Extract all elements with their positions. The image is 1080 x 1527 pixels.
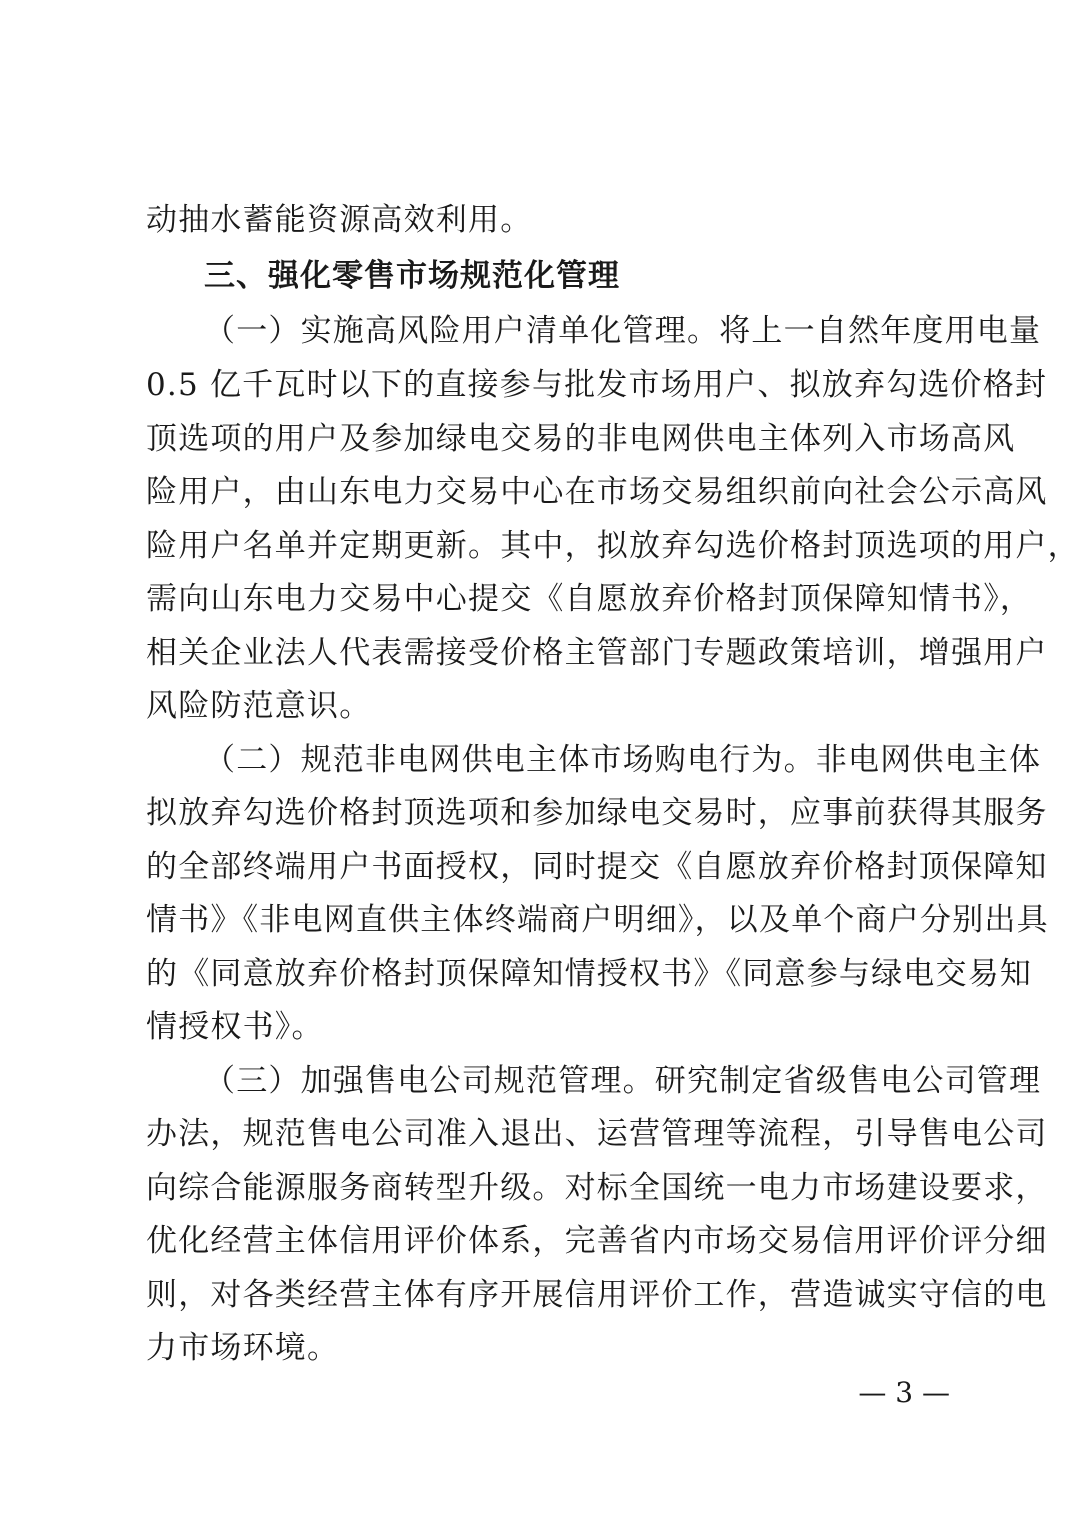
subsection-heading-line: （二）规范非电网供电主体市场购电行为。非电网供电主体 [204,742,1042,778]
body-text-line: 力市场环境。 [146,1330,340,1366]
body-text-line: 向综合能源服务商转型升级。对标全国统一电力市场建设要求， [146,1170,1048,1206]
body-text-line: 0.5 亿千瓦时以下的直接参与批发市场用户、拟放弃勾选价格封 [146,367,1048,403]
body-text-line: 情书》《非电网直供主体终端商户明细》，以及单个商户分别出具 [146,902,1049,938]
body-text-line: 的全部终端用户书面授权，同时提交《自愿放弃价格封顶保障知 [146,849,1048,885]
body-text-line: 顶选项的用户及参加绿电交易的非电网供电主体列入市场高风 [146,421,1016,457]
body-text-line: 则，对各类经营主体有序开展信用评价工作，营造诚实守信的电 [146,1277,1048,1313]
subsection-heading-line: （一）实施高风险用户清单化管理。将上一自然年度用电量 [204,313,1042,349]
body-text-line: 险用户，由山东电力交易中心在市场交易组织前向社会公示高风 [146,474,1048,510]
body-text-line: 优化经营主体信用评价体系，完善省内市场交易信用评价评分细 [146,1223,1048,1259]
body-text-line: 动抽水蓄能资源高效利用。 [146,202,533,238]
body-text-line: 办法，规范售电公司准入退出、运营管理等流程，引导售电公司 [146,1116,1048,1152]
body-text-line: 相关企业法人代表需接受价格主管部门专题政策培训，增强用户 [146,635,1048,671]
body-text-line: 的《同意放弃价格封顶保障知情授权书》《同意参与绿电交易知 [146,956,1033,992]
section-heading: 三、强化零售市场规范化管理 [204,258,620,294]
body-text-line: 险用户名单并定期更新。其中，拟放弃勾选价格封顶选项的用户， [146,528,1080,564]
subsection-heading-line: （三）加强售电公司规范管理。研究制定省级售电公司管理 [204,1063,1042,1099]
body-text-line: 拟放弃勾选价格封顶选项和参加绿电交易时，应事前获得其服务 [146,795,1048,831]
page-number: — 3 — [858,1376,950,1409]
body-text-line: 风险防范意识。 [146,688,372,724]
body-text-line: 需向山东电力交易中心提交《自愿放弃价格封顶保障知情书》， [146,581,1033,617]
body-text-line: 情授权书》。 [146,1009,324,1045]
